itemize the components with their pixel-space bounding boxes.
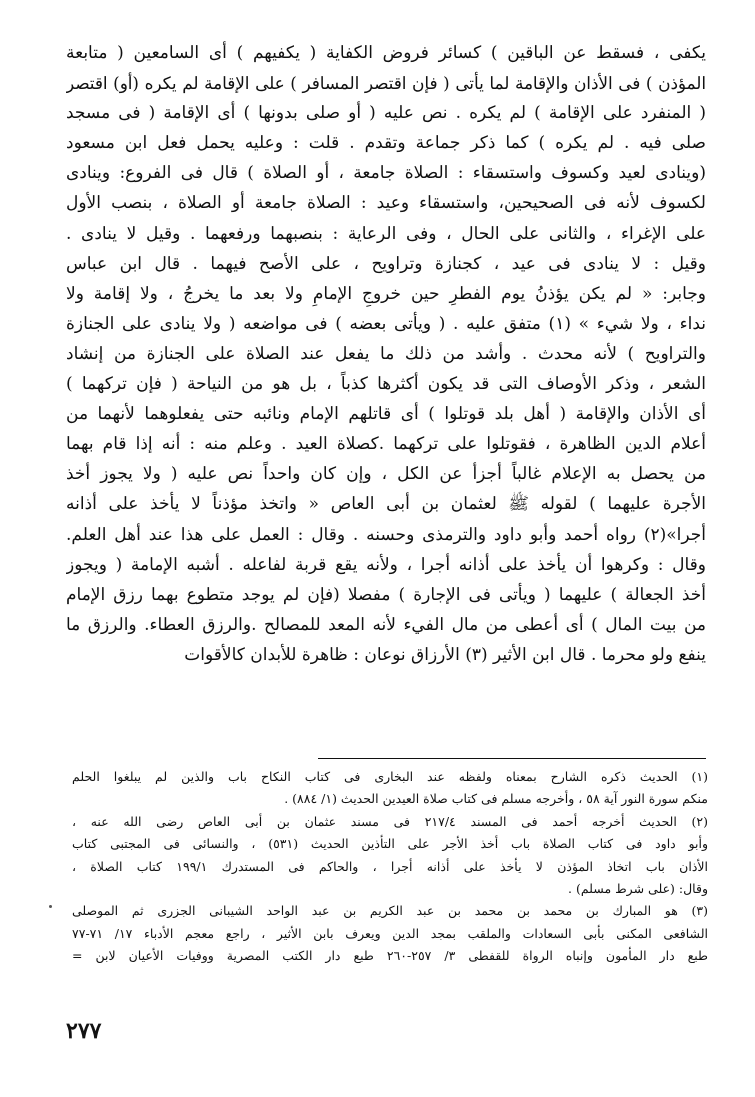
footnote-separator (318, 758, 706, 759)
text-line: وقيل : لا ينادى فى عيد ، كجنازة وتراويح ، على الأصح فيهما . قال ابن عباس (66, 253, 706, 274)
text-line: وقال : وكرهوا أن يأخذ على أذانه أجرا ، ولأنه يقع قربة لفاعله . أشبه الإمامة ( ويجوز (66, 554, 706, 575)
text-line: أجرا»(٢) رواه أحمد وأبو داود والترمذى وحسنه . وقال : العمل على هذا عند أهل العلم. (66, 524, 706, 545)
footnote-line: طبع دار المأمون وإنباه الرواة للقفطى ٣/ ٢٥٧-٢٦٠ طبع دار الكتب المصرية ووفيات الأعيان لابن = (72, 948, 708, 964)
text-line: ينفع ولو محرما . قال ابن الأثير (٣) الأرزاق نوعان : ظاهرة للأبدان كالأقوات (184, 644, 706, 665)
text-line: المؤذن ) فى الأذان والإقامة لما يأتى ( فإن اقتصر المسافر ) على الإقامة لم يكره (أو) اقتصر (66, 73, 706, 94)
text-line: نداء ، ولا شيء » (١) متفق عليه . ( ويأتى بعضه ) فى مواضعه ( ولا ينادى على الجنازة (66, 313, 706, 334)
text-line: من يحصل به الإعلام غالباً أجزأ عن الكل ، وإن كان واحداً نص عليه ( ولا يجوز أخذ (66, 464, 706, 485)
text-line: (وينادى لعيد وكسوف واستسقاء : الصلاة جامعة ، أو الصلاة ) قال فى الفروع: وينادى (66, 163, 706, 184)
scan-speck (49, 905, 52, 908)
text-line: صلى فيه . لم يكره ) كما ذكر جماعة وتقدم . قلت : وعليه يحمل فعل ابن مسعود (66, 133, 706, 154)
footnote-line: وقال: (على شرط مسلم) . (568, 881, 708, 897)
text-line: أعلام الدين الظاهرة ، فقوتلوا على تركهما .كصلاة العيد . وعلم منه : أنه إذا قام بهما (66, 434, 706, 455)
footnote-line: (٣) هو المبارك بن محمد بن محمد بن عبد الكريم بن عبد الواحد الشيبانى الجزرى ثم الموصلى (72, 903, 708, 919)
footnote-line: وأبو داود فى كتاب الصلاة باب أخذ الأجر على التأذين الحديث (٥٣١) ، والنسائى فى المجتبى كتاب (72, 836, 708, 852)
main-text-block (66, 38, 706, 670)
text-line: وجابر: « لم يكن يؤذنُ يوم الفطرِ حين خروجِ الإمامِ ولا بعد ما يخرجُ ، ولا إقامة ولا (66, 283, 706, 304)
footnote-line: الأذان باب اتخاذ المؤذن لا يأخذ على أذانه أجرا ، والحاكم فى المستدرك ١٩٩/١ كتاب الصلاة ، (72, 858, 708, 874)
page-number: ٢٧٧ (66, 1018, 102, 1044)
text-line: على الإغراء ، والثانى على الحال ، وفى الرعاية : بنصبهما ورفعهما . وقيل لا ينادى . (66, 223, 706, 244)
text-line: يكفى ، فسقط عن الباقين ) كسائر فروض الكفاية ( يكفيهم ) أى السامعين ( متابعة (66, 43, 706, 63)
text-line: من بيت المال ) أى أعطى من مال الفيء لأنه المعد للمصالح .والرزق العطاء. والرزق ما (66, 614, 706, 635)
text-line: أى الأذان والإقامة ( أهل بلد قوتلوا ) أى قاتلهم الإمام ونائبه حتى يفعلوهما لأنهما من (66, 404, 706, 425)
text-line: والتراويح ) لأنه محدث . وأشد من ذلك ما يفعل عند الصلاة على الجنازة من إنشاد (66, 343, 706, 364)
footnote-line: (٢) الحديث أخرجه أحمد فى المسند ٢١٧/٤ فى مسند عثمان بن أبى العاص رضى الله عنه ، (72, 813, 708, 829)
text-line: الشعر ، وذكر الأوصاف التى قد يكون أكثرها كذباً ، بل هو من النياحة ( فإن تركهما ) (66, 374, 706, 395)
footnote-line: (١) الحديث ذكره الشارح بمعناه ولفظه عند البخارى فى كتاب النكاح باب والذين لم يبلغوا الحلم (72, 769, 708, 784)
text-line: ( المنفرد على الإقامة ) لم يكره . نص عليه ( أو صلى بدونها ) أى الإقامة ( فى مسجد (66, 103, 706, 124)
footnote-line: منكم سورة النور آية ٥٨ ، وأخرجه مسلم فى كتاب صلاة العيدين الحديث (١/ ٨٨٤) . (284, 791, 708, 807)
text-line: لكسوف لأنه فى الصحيحين، واستسقاء وعيد : الصلاة جامعة أو الصلاة ، بنصب الأول (66, 193, 706, 214)
text-line: أخذ الجعالة ) عليهما ( ويأتى فى الإجارة ) مفصلا (فإن لم يوجد متطوع بهما رزق الإمام (66, 584, 706, 605)
footnote-line: الشافعى المكنى بأبى السعادات والملقب بمجد الدين ويعرف بابن الأثير ، راجع معجم الأدباء ١٧/ ٧١-٧٧ (72, 925, 708, 941)
text-line: الأجرة عليهما ) لقوله ﷺ لعثمان بن أبى العاص « واتخذ مؤذناً لا يأخذ على أذانه (66, 494, 706, 515)
footnotes-block (72, 766, 708, 968)
